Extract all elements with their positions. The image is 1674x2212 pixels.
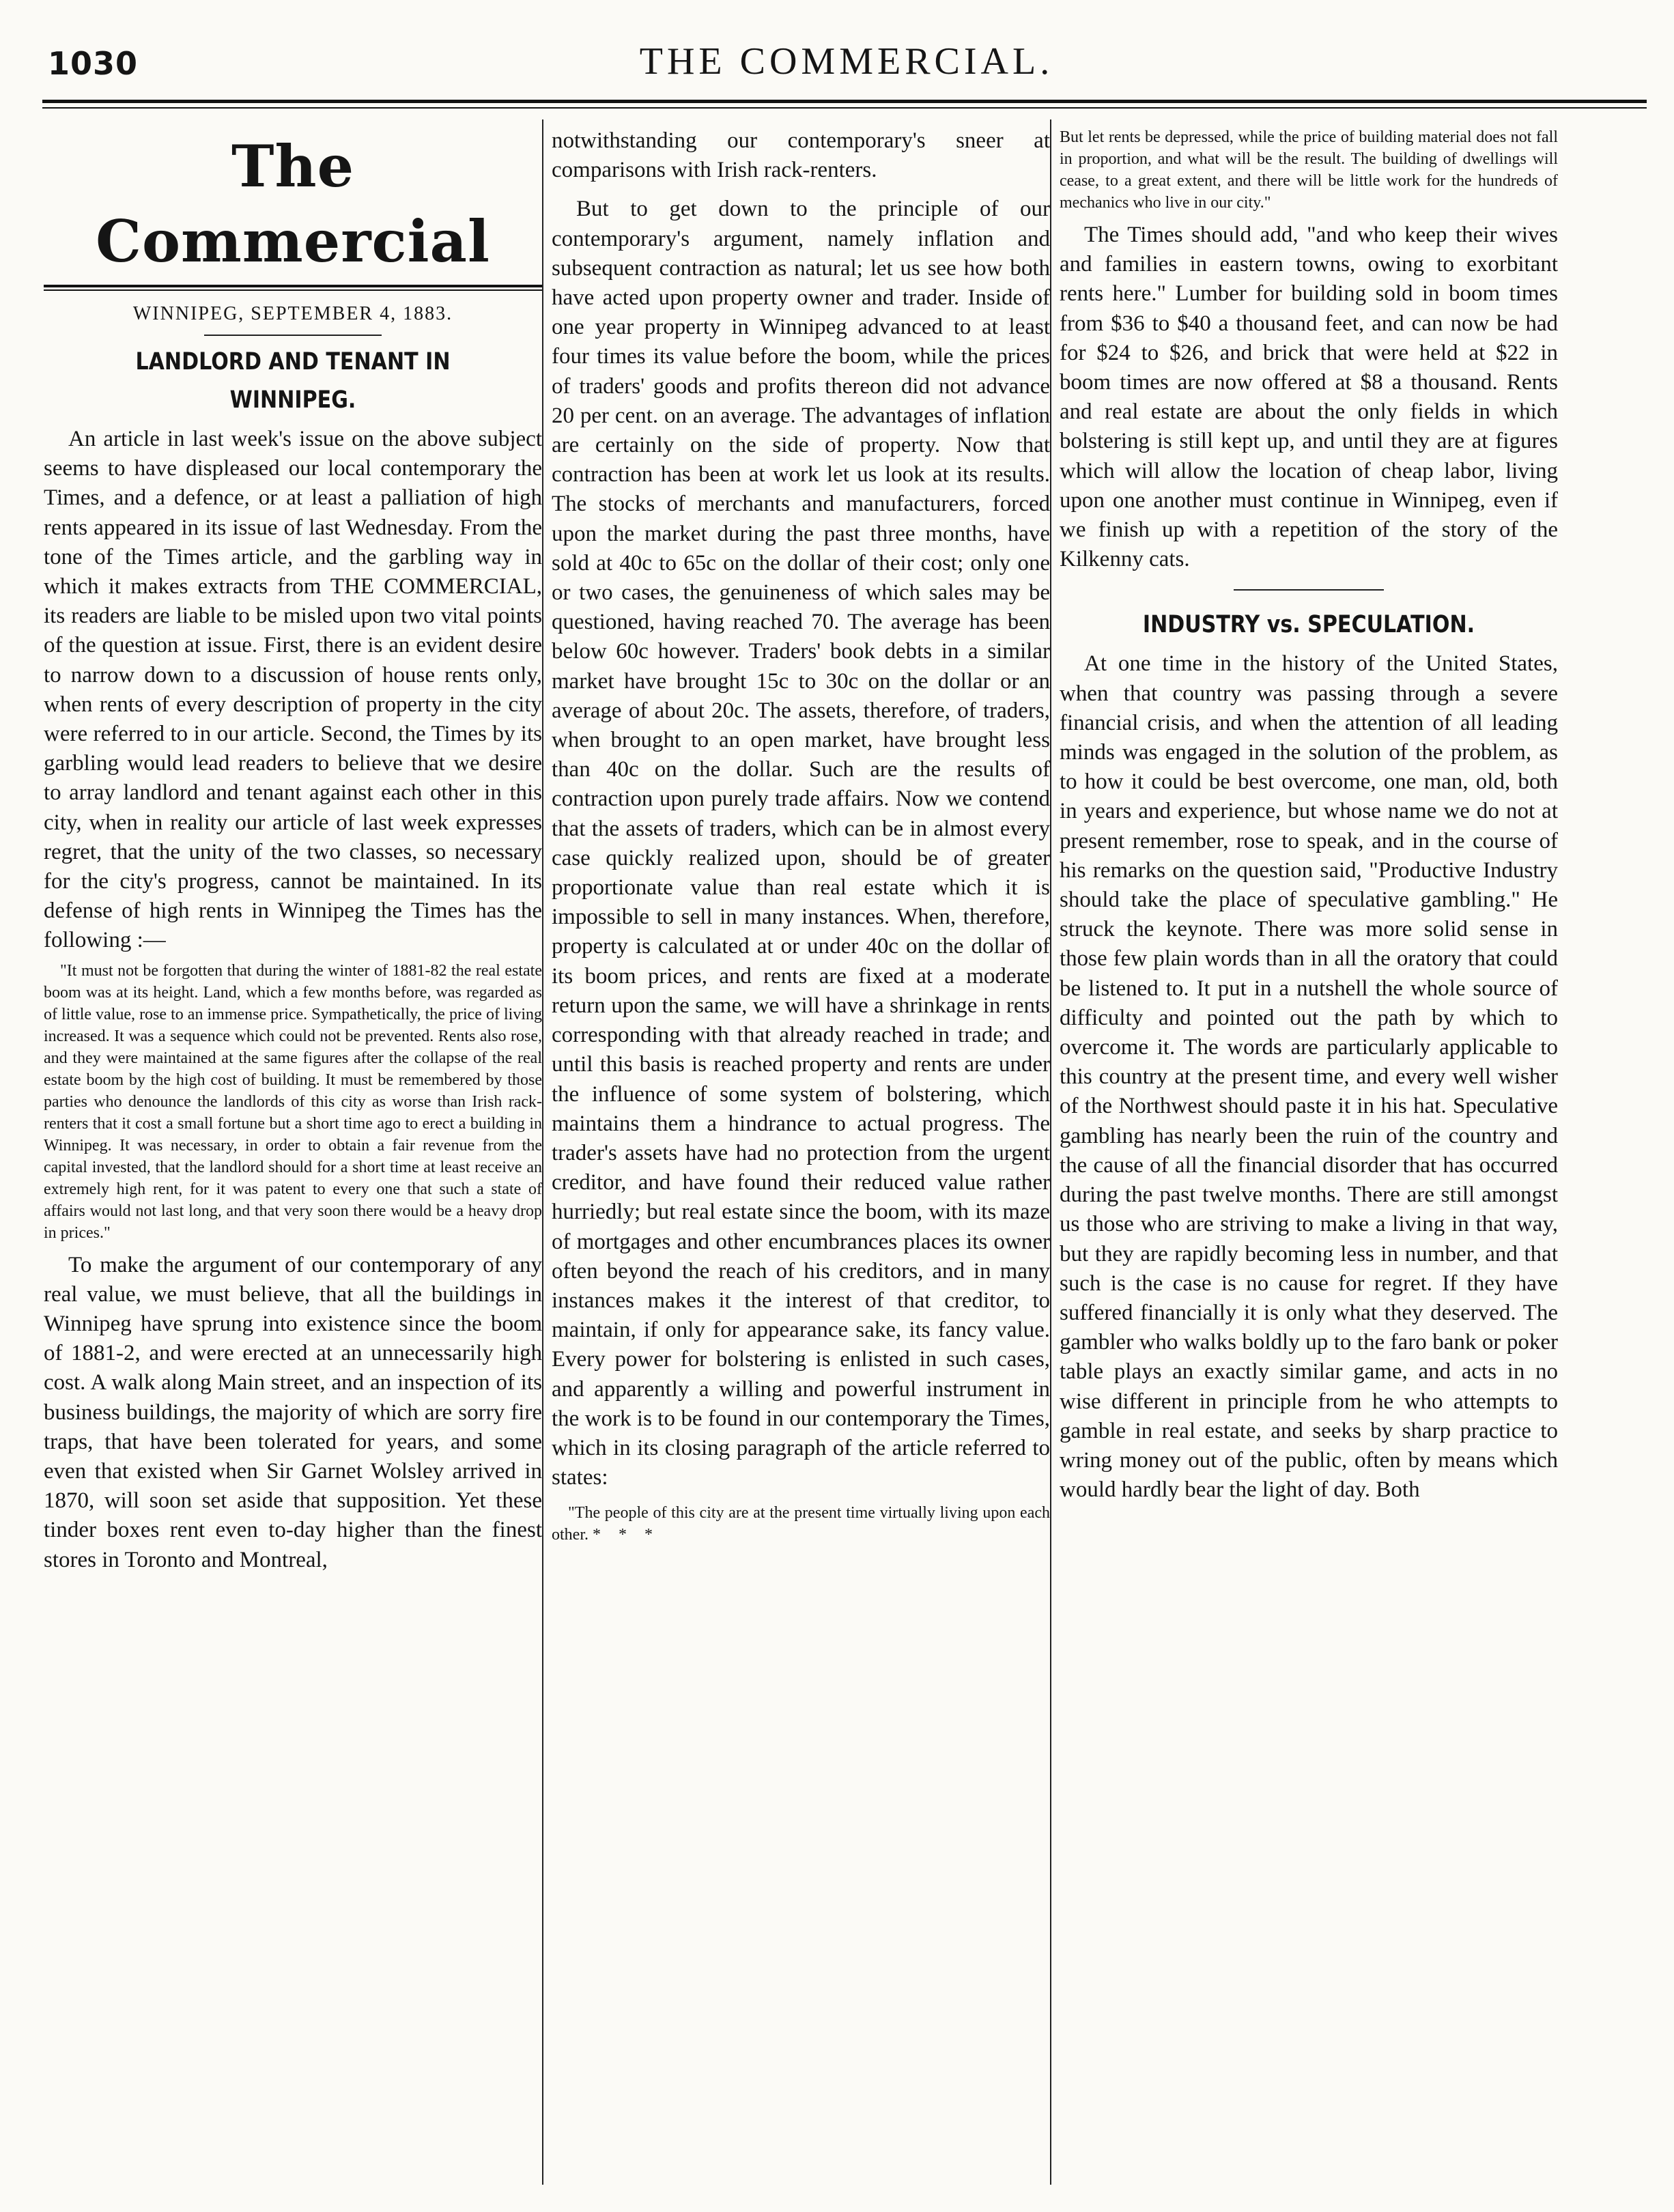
quote-text: "It must not be forgotten that during the winter of 1881-82 the real estate boom was at its height. Land, which a few months before, was regarded as of little value, rose to an immense price. Sympathetically, the price of living increased. It was a sequence which could not be prevented. Rents also rose, and they were maintained at the same figures after the collapse of the real estate boom by the high cost of building. It must be remembered by those parties who denounce the landlords of this city as worse than Irish rack-renters that it cost a small fortune but a short time ago to erect a building in Winnipeg. It was necessary, in order to obtain a fair revenue from the capital invested, that the landlord should for a short time at least receive an extremely high rent, for it was patent to every one that such a state of affairs would not last long, and that very soon there would be a heavy drop in prices."	[44, 961, 542, 1242]
masthead-rule-thin	[44, 289, 542, 291]
dateline: WINNIPEG, SEPTEMBER 4, 1883.	[132, 303, 453, 324]
quote-text: But let rents be depressed, while the price of building material does not fall in proportion, and what will be the result. The building of dwellings will cease, to a great extent, and there will be little work for the hundreds of mechanics who live in our city."	[1060, 128, 1558, 212]
quote-text-line: "The people of this city are at the present time virtually living upon each other.	[552, 1504, 1050, 1544]
header-rule-thin	[42, 107, 1647, 109]
article-paragraph: But to get down to the principle of our contemporary's argument, namely inflation and subsequent contraction as natural; let us see how both have acted upon property owner and trader. Inside of one year property in Winnipeg advanced to at least four times its value before the boom, while the prices of traders' goods and profits thereon did not advance 20 per cent. on an average. The advantages of inflation are certainly on the side of property. Now that contraction has been at work let us look at its results. The stocks of merchants and manufacturers, forced upon the market during the past three months, have sold at 40c to 65c on the dollar of their cost; only one or two cases, the genuineness of which sales may be questioned, having reached 70. The average has been below 60c however. Traders' book debts in a similar market have brought 15c to 30c on the dollar or an average of about 20c. The assets, therefore, of traders, when brought to an open market, have brought less than 40c on the dollar. Such are the results of contraction upon purely trade affairs. Now we contend that the assets of traders, which can be in almost every case quickly realized upon, should be of greater proportionate value than real estate which it is impossible to sell in many instances. When, therefore, property is calculated at or under 40c on the dollar of its boom prices, and rents are fixed at a moderate return upon the same, we will have a shrinkage in rents corresponding with that already reached in trade; and until this basis is reached property and rents are under the influence of some system of bolstering, which maintains them a hindrance to actual progress. The trader's assets have had no protection from the urgent creditor, and have found their reduced value rather hurriedly; but real estate since the boom, with its maze of mortgages and other encumbrances places its owner often beyond the reach of his creditors, and in many instances makes it the interest of that creditor, to maintain, if only for appearance sake, its fancy value. Every power for bolstering is enlisted in such cases, and apparently a willing and powerful instrument in the work is to be found in our contemporary the Times, which in its closing paragraph of the article referred to states:	[552, 197, 1050, 1490]
article-paragraph: At one time in the history of the United States, when that country was passing through a severe financial crisis, and when the attention of all leading minds was engaged in the solution of the problem, as to how it could be best overcome, one man, old, both in years and experience, but whose name we do not at present remember, rose to speak, and in the course of his remarks on the question said, "Productive Industry should take the place of speculative gambling." He struck the keynote. There was more solid sense in those few plain words than in all the oratory that could be listened to. It put in a nutshell the whole source of difficulty and pointed out the path by which to overcome it. The words are particularly applicable to this country at the present time, and every well wisher of the Northwest should paste it in his hat. Speculative gambling has nearly been the ruin of the country and the cause of all the financial disorder that has occurred during the past twelve months. There are still amongst us those who are striving to make a living in that way, but they are rapidly becoming less in number, and that such is the case is no cause for regret. If they have suffered financially it is only what they deserved. The gambler who walks boldly up to the faro bank or poker table plays an exactly similar game, and acts in no wise different in principle from he who attempts to gamble in real estate, and seeks by sharp practice to wring money out of the public, often by means which would hardly bear the light of day. Both	[1060, 651, 1558, 1503]
column-2	[552, 126, 1050, 2181]
article-paragraph: The Times should add, "and who keep their wives and families in eastern towns, owing to exorbitant rents here." Lumber for building sold in boom times from $36 to $40 a thousand feet, and can now be had for $24 to $26, and brick that were held at $22 in boom times are now offered at $8 a thousand. Rents and real estate are about the only fields in which bolstering is still kept up, and until they are at figures which will allow the location of cheap labor, living upon one another must continue in Winnipeg, even if we finish up with a repetition of the story of the Kilkenny cats.	[1060, 223, 1558, 572]
page-header-title: THE COMMERCIAL.	[639, 40, 1054, 83]
masthead-rule	[44, 285, 542, 287]
article-paragraph: notwithstanding our contemporary's sneer at comparisons with Irish rack-renters.	[552, 128, 1050, 183]
running-head	[48, 40, 1645, 87]
quote-text	[552, 1502, 1050, 1546]
column-divider	[542, 119, 543, 2185]
header-rule	[42, 100, 1647, 103]
article-headline: LANDLORD AND TENANT IN WINNIPEG.	[135, 348, 451, 414]
article-headline: INDUSTRY vs. SPECULATION.	[1142, 611, 1475, 639]
ellipsis-stars: * * *	[593, 1526, 659, 1544]
article-paragraph: To make the argument of our contemporary of any real value, we must believe, that all the buildings in Winnipeg have sprung into existence since the boom of 1881-2, and were erected at an unnecessarily high cost. A walk along Main street, and an inspection of its business buildings, the majority of which are sorry fire traps, that have been tolerated for years, and some even that existed when Sir Garnet Wolsley arrived in 1870, will soon set aside that supposition. Yet these tinder boxes rent even to-day higher than the finest stores in Toronto and Montreal,	[44, 1252, 542, 1572]
block-quote	[552, 1502, 1050, 1546]
column-divider	[1050, 119, 1051, 2185]
dateline-rule	[204, 335, 382, 336]
page-number: 1030	[48, 45, 139, 82]
column-1	[44, 126, 542, 2181]
column-3	[1060, 126, 1558, 2181]
article-paragraph: An article in last week's issue on the above subject seems to have displeased our local contemporary the Times, and a defence, or at least a palliation of high rents appeared in its issue of last Wednesday. From the tone of the Times article, and the garbling way in which it makes extracts from THE COMMERCIAL, its readers are liable to be misled upon two vital points of the question at issue. First, there is an evident desire to narrow down to a discussion of house rents only, when rents of every description of property in the city were referred to in our article. Second, the Times by its garbling would lead readers to believe that we desire to array landlord and tenant against each other in this city, when in reality our article of last week expresses regret, that the unity of the two classes, so necessary for the city's progress, cannot be maintained. In its defense of high rents in Winnipeg the Times has the following :—	[44, 427, 542, 953]
block-quote	[1060, 126, 1558, 214]
block-quote	[44, 960, 542, 1244]
article-separator	[1234, 589, 1384, 591]
masthead-title: The Commercial	[96, 132, 490, 275]
